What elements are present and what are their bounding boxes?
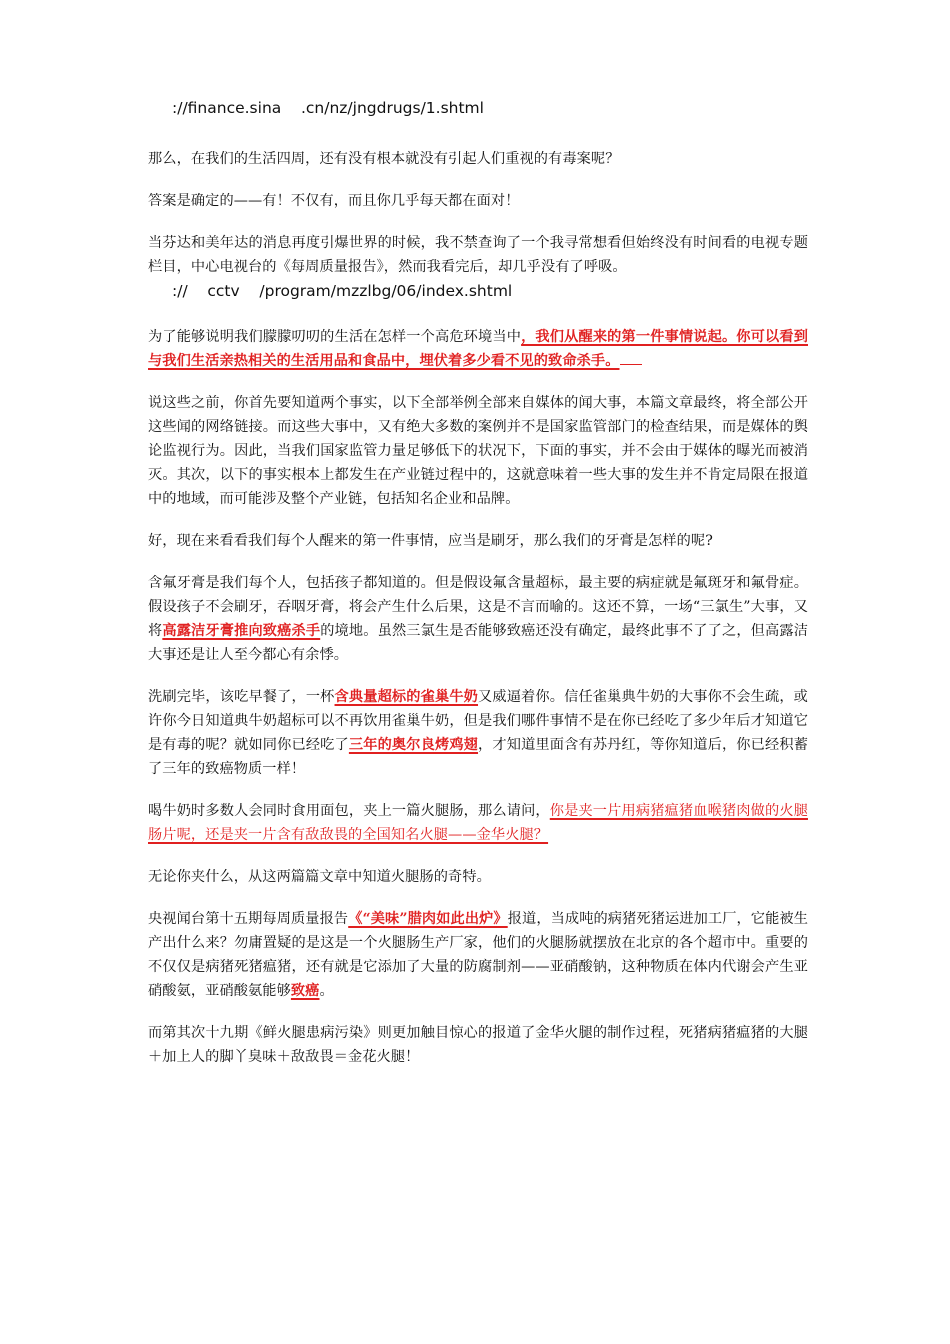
intro-lead-text: 为了能够说明我们朦朦叨叨的生活在怎样一个高危环境当中 <box>148 329 522 345</box>
carcinogen-highlight: 致癌 <box>290 983 320 999</box>
report-text-middle: 报道，当成吨的病猪死猪运进加工厂，它能被生产出什么来？勿庸置疑的是这是一个火腿肠生产厂家，他们的火腿肠就摆放在北京的各个超市中。重要的不仅仅是病猪死猪瘟猪，还有就是它添加了大量的防腐制剂——亚硝酸钠，这种物质在体内代谢会产生亚硝酸氨，亚硝酸氨能够 <box>148 911 808 999</box>
paragraph-toothpaste-question: 好，现在来看看我们每个人醒来的第一件事情，应当是刷牙，那么我们的牙膏是怎样的呢? <box>148 533 713 549</box>
toothpaste-highlight: 高露洁牙膏推向致癌杀手 <box>162 623 321 639</box>
finance-sina-link[interactable]: ://finance.sina .cn/nz/jngdrugs/1.shtml <box>172 99 484 117</box>
cured-meat-title-highlight: 《“美味”腊肉如此出炉》 <box>348 911 508 927</box>
toothpaste-text-after: 的境地。虽然三氯生是否能够致癌还没有确定，最终此事不了了之，但高露洁大事还是让人至今都心有余悸。 <box>148 623 808 663</box>
paragraph-ham-summary: 无论你夹什么，从这两篇篇文章中知道火腿肠的奇特。 <box>148 869 491 885</box>
cctv-program-link[interactable]: :// cctv /program/mzzlbg/06/index.shtml <box>172 282 513 300</box>
paragraph-jinhua-ham: 而第其次十九期《鲜火腿患病污染》则更加触目惊心的报道了金华火腿的制作过程，死猪病猪瘟猪的大腿＋加上人的脚丫臭味＋敌敌畏＝金花火腿！ <box>148 1025 808 1065</box>
paragraph-breakfast <box>148 685 808 781</box>
paragraph-intro <box>148 325 808 373</box>
ham-highlight: 你是夹一片用病猪瘟猪血喉猪肉做的火腿肠片呢，还是夹一片含有敌敌畏的全国知名火腿——金华火腿？ <box>148 803 808 843</box>
toothpaste-text-before: 含氟牙膏是我们每个人，包括孩子都知道的。但是假设氟含量超标，最主要的病症就是氟斑牙和氟骨症。假设孩子不会刷牙，吞咽牙膏，将会产生什么后果，这是不言而喻的。这还不算，一场“三氯生”大事，又将 <box>148 575 808 639</box>
breakfast-text-middle: 又威逼着你。信任雀巢典牛奶的大事你不会生疏，或许你今日知道典牛奶超标可以不再饮用雀巢牛奶，但是我们哪件事情不是在你已经吃了多少年后才知道它是有毒的呢？就如同你已经吃了 <box>148 689 808 753</box>
ham-text-before: 喝牛奶时多数人会同时食用面包，夹上一篇火腿肠，那么请问， <box>148 803 550 819</box>
paragraph-toothpaste <box>148 571 808 667</box>
paragraph-answer: 答案是确定的——有！不仅有，而且你几乎每天都在面对！ <box>148 193 520 209</box>
breakfast-text-after: ，才知道里面含有苏丹红，等你知道后，你已经积蓄了三年的致癌物质一样！ <box>148 737 808 777</box>
breakfast-text-before: 洗刷完毕，该吃早餐了，一杯 <box>148 689 335 705</box>
report-text-before: 央视闻台第十五期每周质量报告 <box>148 911 349 927</box>
intro-highlight: ，我们从醒来的第一件事情说起。你可以看到与我们生活亲热相关的生活用品和食品中，埋伏着多少看不见的致命杀手。 <box>148 329 808 369</box>
paragraph-cctv-report <box>148 907 808 1003</box>
paragraph-ham-question <box>148 799 808 847</box>
report-text-after: 。 <box>319 983 334 999</box>
paragraph-fanta: 当芬达和美年达的消息再度引爆世界的时候，我不禁查询了一个我寻常想看但始终没有时间看的电视专题栏目，中心电视台的《每周质量报告》，然而我看完后，却几乎没有了呼吸。 <box>148 235 808 275</box>
intro-underline-tail <box>620 364 642 365</box>
nestle-milk-highlight: 含典量超标的雀巢牛奶 <box>334 689 479 705</box>
paragraph-facts: 说这些之前，你首先要知道两个事实，以下全部举例全部来自媒体的闻大事，本篇文章最终，将全部公开这些闻的网络链接。而这些大事中，又有绝大多数的案例并不是国家监管部门的检查结果，而是媒体的舆论监视行为。因此，当我们国家监管力量足够低下的状况下，下面的事实，并不会由于媒体的曝光而被消灭。其次，以下的事实根本上都发生在产业链过程中的，这就意味着一些大事的发生并不肯定局限在报道中的地域，而可能涉及整个产业链，包括知名企业和品牌。 <box>148 395 808 507</box>
chicken-wings-highlight: 三年的奥尔良烤鸡翅 <box>348 737 479 753</box>
paragraph-question: 那么，在我们的生活四周，还有没有根本就没有引起人们重视的有毒案呢？ <box>148 151 620 167</box>
document-body <box>148 96 808 1087</box>
